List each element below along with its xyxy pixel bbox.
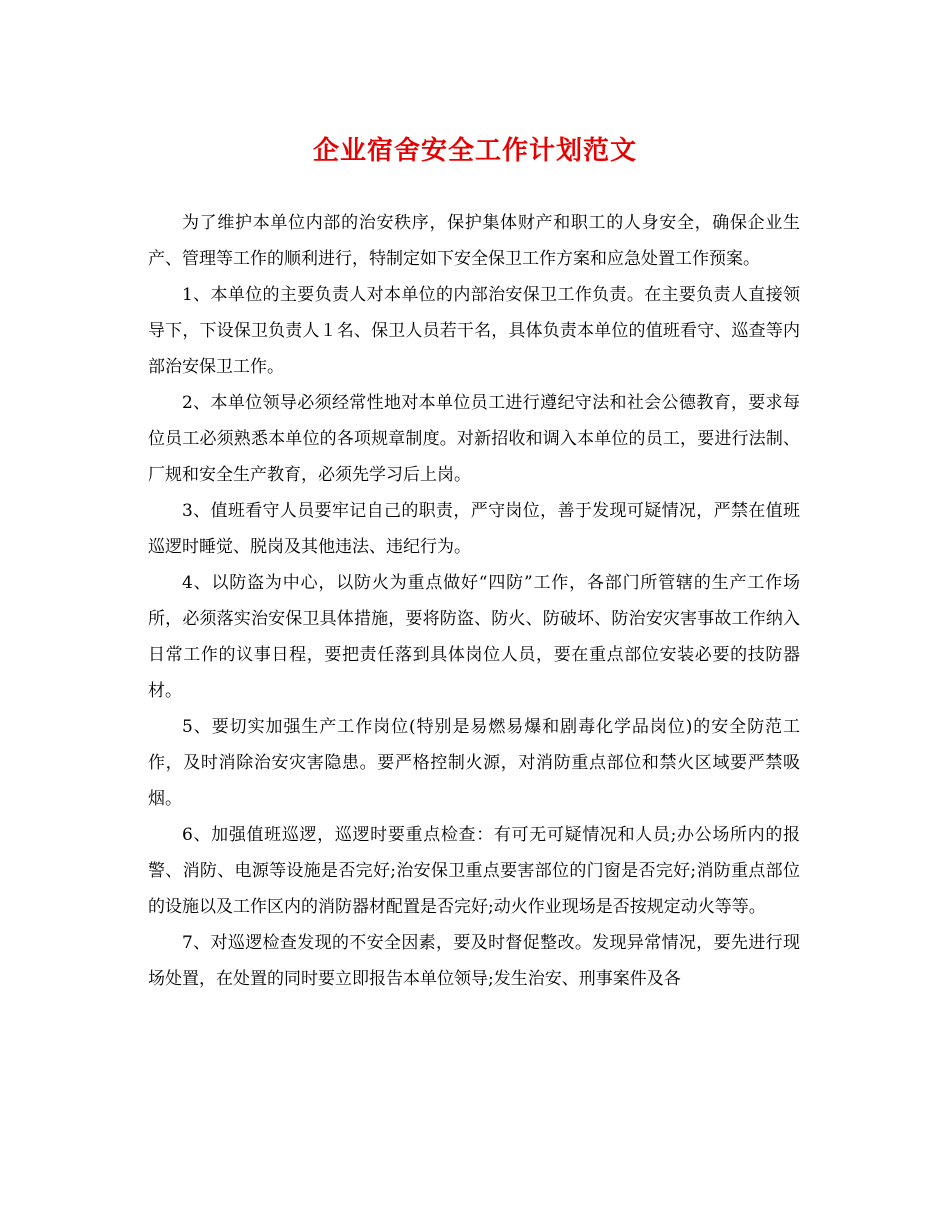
- intro-paragraph: 为了维护本单位内部的治安秩序，保护集体财产和职工的人身安全，确保企业生产、管理等工作的顺利进行，特制定如下安全保卫工作方案和应急处置工作预案。: [148, 213, 800, 269]
- paragraph-3: 3、值班看守人员要牢记自己的职责，严守岗位，善于发现可疑情况，严禁在值班巡逻时睡觉、脱岗及其他违法、违纪行为。: [148, 501, 800, 557]
- paragraph-4: 4、以防盗为中心，以防火为重点做好“四防”工作，各部门所管辖的生产工作场所，必须落实治安保卫具体措施，要将防盗、防火、防破坏、防治安灾害事故工作纳入日常工作的议事日程，要把责任落到具体岗位人员，要在重点部位安装必要的技防器材。: [148, 573, 800, 701]
- paragraph-1: 1、本单位的主要负责人对本单位的内部治安保卫工作负责。在主要负责人直接领导下，下设保卫负责人１名、保卫人员若干名，具体负责本单位的值班看守、巡查等内部治安保卫工作。: [148, 285, 800, 377]
- document-body: [148, 205, 800, 997]
- paragraph-7: 7、对巡逻检查发现的不安全因素，要及时督促整改。发现异常情况，要先进行现场处置，在处置的同时要立即报告本单位领导;发生治安、刑事案件及各: [148, 933, 800, 989]
- paragraph-6: 6、加强值班巡逻，巡逻时要重点检查：有可无可疑情况和人员;办公场所内的报警、消防、电源等设施是否完好;治安保卫重点要害部位的门窗是否完好;消防重点部位的设施以及工作区内的消防器材配置是否完好;动火作业现场是否按规定动火等等。: [148, 825, 800, 917]
- document-title: 企业宿舍安全工作计划范文: [312, 136, 637, 166]
- paragraph-2: 2、本单位领导必须经常性地对本单位员工进行遵纪守法和社会公德教育，要求每位员工必须熟悉本单位的各项规章制度。对新招收和调入本单位的员工，要进行法制、厂规和安全生产教育，必须先学习后上岗。: [148, 393, 800, 485]
- paragraph-5: 5、要切实加强生产工作岗位(特别是易燃易爆和剧毒化学品岗位)的安全防范工作，及时消除治安灾害隐患。要严格控制火源，对消防重点部位和禁火区域要严禁吸烟。: [148, 717, 800, 809]
